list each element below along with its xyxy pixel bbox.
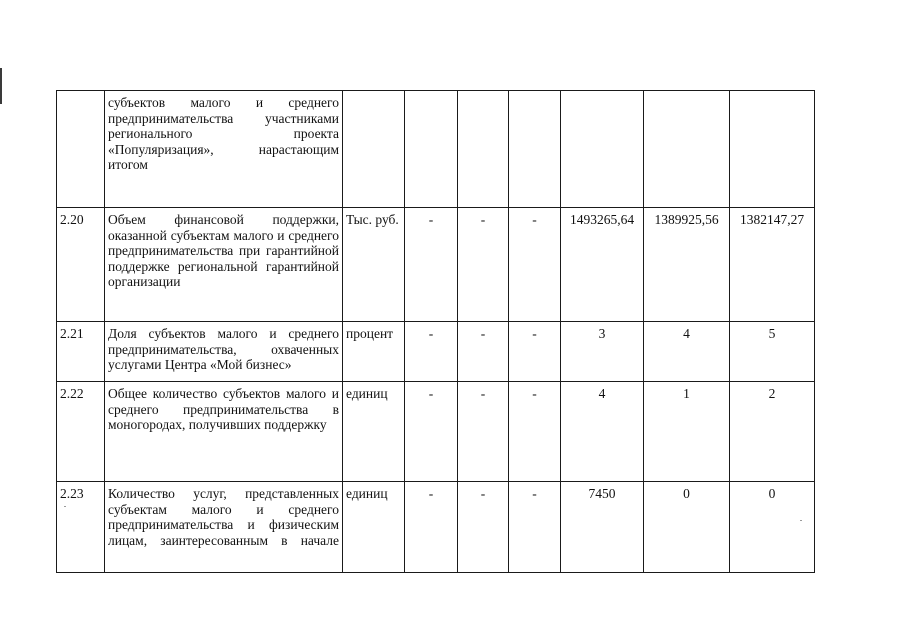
row-number: 2.22 bbox=[57, 382, 105, 482]
dash-cell: - bbox=[509, 382, 561, 482]
table-row bbox=[57, 208, 815, 322]
dash-cell: - bbox=[458, 208, 509, 322]
indicator-description: Доля субъектов малого и среднего предпринимательства, охваченных услугами Центра «Мой бизнес» bbox=[105, 322, 343, 382]
unit-cell: процент bbox=[343, 322, 405, 382]
table-row bbox=[57, 322, 815, 382]
value-cell: 1382147,27 bbox=[730, 208, 815, 322]
table-row bbox=[57, 482, 815, 573]
dash-cell: - bbox=[405, 482, 458, 573]
unit-cell: Тыс. руб. bbox=[343, 208, 405, 322]
dash-cell: - bbox=[509, 482, 561, 573]
value-cell: 0 bbox=[730, 482, 815, 573]
dash-cell: - bbox=[405, 382, 458, 482]
table-row bbox=[57, 382, 815, 482]
scan-edge-mark bbox=[0, 68, 2, 104]
dash-cell: - bbox=[458, 322, 509, 382]
row-number: 2.20 bbox=[57, 208, 105, 322]
dash-cell bbox=[458, 91, 509, 208]
value-cell: 1493265,64 bbox=[561, 208, 644, 322]
row-number: 2.21 bbox=[57, 322, 105, 382]
row-number: 2.23 bbox=[57, 482, 105, 573]
dash-cell: - bbox=[458, 482, 509, 573]
value-cell bbox=[730, 91, 815, 208]
unit-cell: единиц bbox=[343, 482, 405, 573]
value-cell: 4 bbox=[644, 322, 730, 382]
value-cell: 1389925,56 bbox=[644, 208, 730, 322]
indicator-description: субъектов малого и среднего предпринимательства участниками регионального проекта «Популяризация», нарастающим итогом bbox=[105, 91, 343, 208]
value-cell: 4 bbox=[561, 382, 644, 482]
dash-cell bbox=[509, 91, 561, 208]
dash-cell: - bbox=[509, 322, 561, 382]
dash-cell: - bbox=[405, 208, 458, 322]
value-cell: 1 bbox=[644, 382, 730, 482]
dash-cell: - bbox=[509, 208, 561, 322]
unit-cell bbox=[343, 91, 405, 208]
value-cell: 3 bbox=[561, 322, 644, 382]
indicators-table bbox=[56, 90, 815, 573]
indicator-description: Количество услуг, представленных субъектам малого и среднего предпринимательства и физическим лицам, заинтересованным в начале bbox=[105, 482, 343, 573]
value-cell: 7450 bbox=[561, 482, 644, 573]
value-cell: 5 bbox=[730, 322, 815, 382]
value-cell bbox=[561, 91, 644, 208]
value-cell bbox=[644, 91, 730, 208]
value-cell: 0 bbox=[644, 482, 730, 573]
dash-cell bbox=[405, 91, 458, 208]
unit-cell: единиц bbox=[343, 382, 405, 482]
dash-cell: - bbox=[458, 382, 509, 482]
indicator-description: Объем финансовой поддержки, оказанной субъектам малого и среднего предпринимательства при гарантийной поддержке региональной гарантийной организации bbox=[105, 208, 343, 322]
table-row bbox=[57, 91, 815, 208]
value-cell: 2 bbox=[730, 382, 815, 482]
indicator-description: Общее количество субъектов малого и среднего предпринимательства в моногородах, получивших поддержку bbox=[105, 382, 343, 482]
row-number bbox=[57, 91, 105, 208]
dash-cell: - bbox=[405, 322, 458, 382]
